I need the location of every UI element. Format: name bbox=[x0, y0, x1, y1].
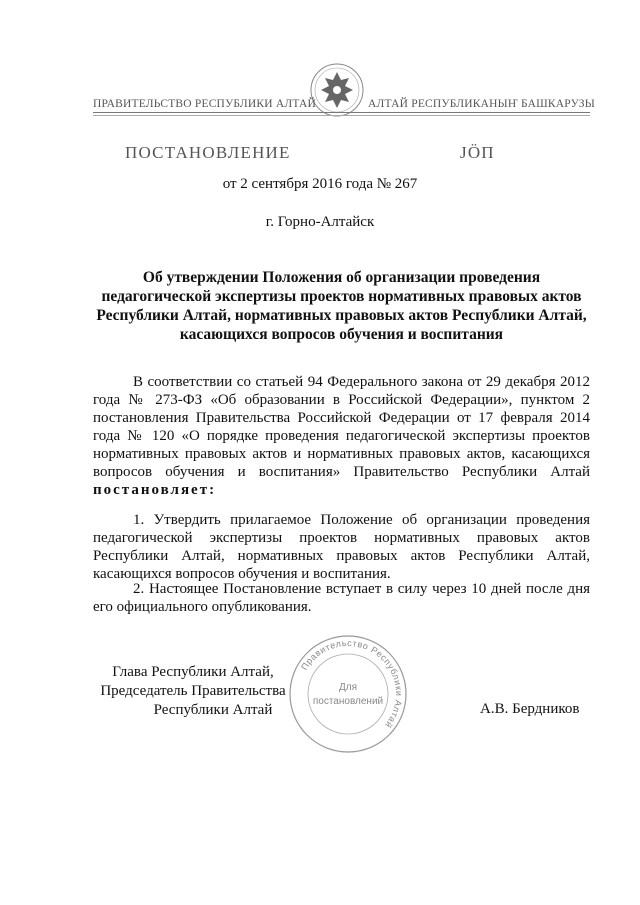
clause-1 bbox=[93, 511, 590, 583]
decree-word: постановляет: bbox=[93, 482, 217, 498]
stamp-outer-text: Правительство Республики Алтай bbox=[299, 637, 405, 731]
header-divider bbox=[93, 112, 590, 113]
clause-2-text: 2. Настоящее Постановление вступает в силу через 10 дней после дня его официального опубликования. bbox=[93, 581, 590, 615]
signature-title-line1: Глава Республики Алтай, bbox=[112, 664, 274, 680]
government-name-altai: АЛТАЙ РЕСПУБЛИКАНЫҤ БАШКАРУЗЫ bbox=[368, 98, 595, 110]
stamp-inner-line2: постановлений bbox=[312, 696, 384, 707]
signature-block bbox=[93, 663, 293, 720]
document-city: г. Горно-Алтайск bbox=[265, 214, 375, 230]
document-type-altai: ЈӦП bbox=[460, 143, 495, 162]
signature-title-line3: Республики Алтай bbox=[153, 702, 273, 718]
signature-title-line2: Председатель Правительства bbox=[100, 683, 286, 699]
clause-2 bbox=[93, 580, 590, 616]
document-title: Об утверждении Положения об организации проведения педагогической экспертизы проектов нормативных правовых актов Республики Алтай, нормативных правовых актов Республики Алтай, касающихся вопросов обучения и воспитания bbox=[96, 269, 587, 343]
header-divider-secondary bbox=[93, 115, 590, 116]
preamble-text: В соответствии со статьей 94 Федерального закона от 29 декабря 2012 года № 273-ФЗ «Об образовании в Российской Федерации», пунктом 2 постановления Правительства Российской Федерации от 17 февраля 2014 года № 120 «О порядке проведения педагогической экспертизы проектов нормативных правовых актов и нормативных правовых актов, касающихся вопросов обучения и воспитания» Правительство Республики Алтай bbox=[93, 374, 590, 480]
official-stamp bbox=[286, 632, 410, 756]
document-date-number: от 2 сентября 2016 года № 267 bbox=[222, 176, 418, 192]
signatory-name: А.В. Бердников bbox=[480, 701, 580, 717]
preamble-paragraph bbox=[93, 373, 590, 499]
stamp-inner-line1: Для bbox=[338, 682, 358, 693]
government-name-russian: ПРАВИТЕЛЬСТВО РЕСПУБЛИКИ АЛТАЙ bbox=[93, 98, 317, 110]
document-type-russian: ПОСТАНОВЛЕНИЕ bbox=[125, 143, 291, 162]
clause-1-text: 1. Утвердить прилагаемое Положение об организации проведения педагогической экспертизы проектов нормативных правовых актов Республики Алтай, нормативных правовых актов Республики Алтай, касающихся вопросов обучения и воспитания. bbox=[93, 512, 590, 582]
